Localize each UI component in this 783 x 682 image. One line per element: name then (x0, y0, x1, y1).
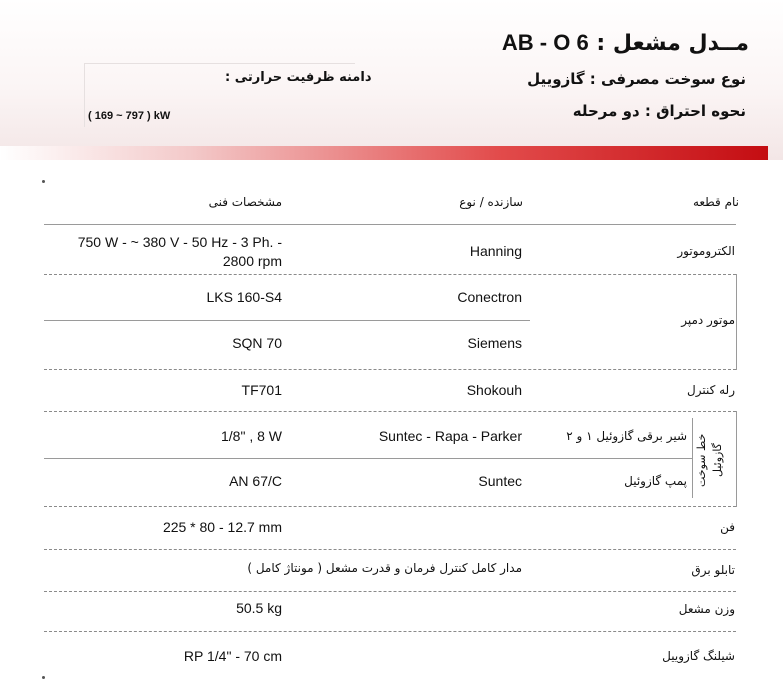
row-damper-spec-1: LKS 160-S4 (206, 289, 282, 305)
row-fan-part: فن (720, 520, 735, 534)
model-code: AB - O 6 (501, 30, 589, 55)
fuel-type: نوع سوخت مصرفی : گازوییل (527, 70, 746, 88)
table-border (736, 274, 737, 370)
table-divider (44, 458, 692, 459)
row-damper-part: موتور دمپر (681, 313, 735, 327)
col-header-maker: سازنده / نوع (459, 195, 523, 209)
corner-dot (42, 180, 45, 183)
col-header-part: نام قطعه (692, 195, 739, 209)
col-header-spec: مشخصات فنی (208, 195, 282, 209)
model-title (502, 30, 749, 56)
model-label: مــدل مشعل : (596, 31, 749, 56)
table-divider (44, 591, 736, 592)
row-motor-spec-2: 2800 rpm (222, 253, 282, 269)
row-damper-maker-1: Conectron (457, 289, 522, 305)
table-divider (44, 224, 736, 225)
row-relay-spec: TF701 (241, 382, 282, 398)
row-valve-maker: Suntec - Rapa - Parker (378, 428, 522, 444)
row-weight-part: وزن مشعل (678, 602, 735, 616)
accent-bar (0, 146, 768, 160)
row-valve-part: شیر برقی گازوئیل ۱ و ۲ (566, 429, 687, 443)
row-damper-spec-2: SQN 70 (232, 335, 282, 351)
table-divider (44, 631, 736, 632)
table-border (692, 418, 693, 498)
row-damper-maker-2: Siemens (467, 335, 522, 351)
table-divider (44, 549, 736, 550)
row-relay-part: رله کنترل (687, 383, 735, 397)
row-motor-maker: Hanning (469, 243, 522, 259)
row-weight-spec: 50.5 kg (236, 600, 282, 616)
row-fuel-line-group: خط سوخت گازوئیل (695, 433, 724, 487)
corner-dot (42, 676, 45, 679)
table-border (736, 411, 737, 507)
table-divider (44, 369, 736, 370)
row-pump-maker: Suntec (478, 473, 522, 489)
row-pump-part: پمپ گازوئیل (624, 474, 687, 488)
row-motor-spec-1: 750 W - ~ 380 V - 50 Hz - 3 Ph. - (77, 234, 282, 250)
row-valve-spec: 1/8" , 8 W (221, 428, 282, 444)
row-relay-maker: Shokouh (466, 382, 522, 398)
row-hose-spec: RP 1/4" - 70 cm (183, 648, 282, 664)
row-motor-part: الکتروموتور (677, 244, 735, 258)
table-divider (44, 274, 736, 275)
table-divider (44, 506, 736, 507)
row-fan-spec: 225 * 80 - 12.7 mm (162, 519, 282, 535)
table-divider (44, 411, 736, 412)
capacity-value: ( 169 ~ 797 ) kW (88, 110, 171, 122)
combustion-type: نحوه احتراق : دو مرحله (572, 102, 746, 120)
row-hose-part: شیلنگ گازوییل (662, 649, 735, 663)
table-divider (44, 320, 530, 321)
capacity-label: دامنه ظرفیت حرارتی : (225, 70, 372, 85)
row-panel-part: تابلو برق (691, 563, 735, 577)
row-panel-maker: مدار کامل کنترل فرمان و قدرت مشعل ( مونتاژ کامل ) (247, 561, 522, 575)
row-pump-spec: AN 67/C (229, 473, 282, 489)
